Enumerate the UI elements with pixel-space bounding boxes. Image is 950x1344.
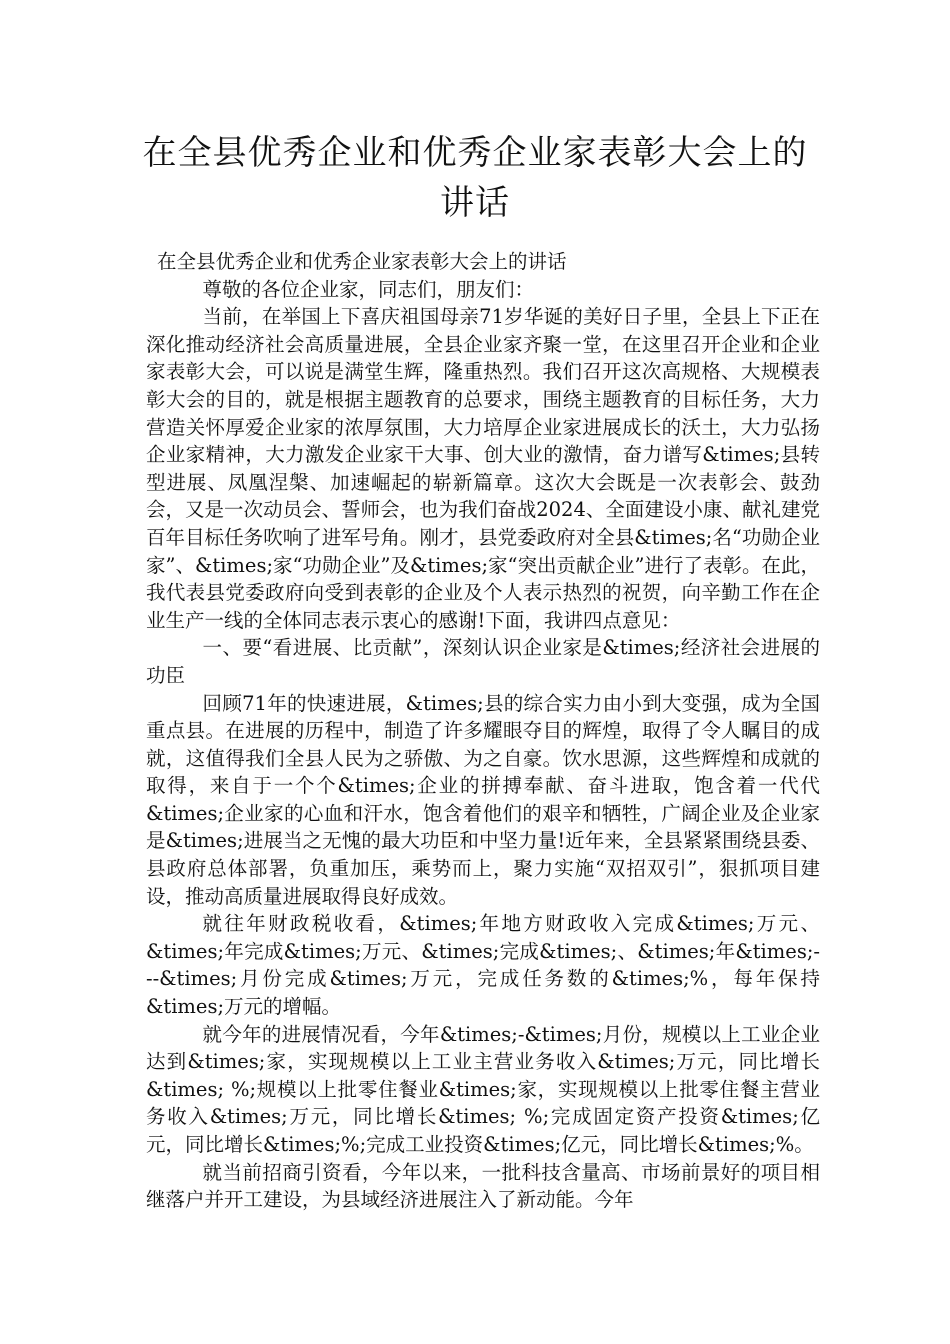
opening-paragraph: 当前，在举国上下喜庆祖国母亲71岁华诞的美好日子里，全县上下正在深化推动经济社会高质量进展，全县企业家齐聚一堂，在这里召开企业和企业家表彰大会，可以说是满堂生辉，隆重热烈。我们召开这次高规格、大规模表彰大会的目的，就是根据主题教育的总要求，围绕主题教育的目标任务，大力营造关怀厚爱企业家的浓厚氛围，大力培厚企业家进展成长的沃土，大力弘扬企业家精神，大力激发企业家干大事、创大业的激情，奋力谱写&times;县转型进展、凤凰涅槃、加速崛起的崭新篇章。这次大会既是一次表彰会、鼓劲会，又是一次动员会、誓师会，也为我们奋战2024、全面建设小康、献礼建党百年目标任务吹响了进军号角。刚才，县党委政府对全县&times;名“功勋企业家”、&times;家“功勋企业”及&times;家“突出贡献企业”进行了表彰。在此，我代表县党委政府向受到表彰的企业及个人表示热烈的祝贺，向辛勤工作在企业生产一线的全体同志表示衷心的感谢!下面，我讲四点意见： — [146, 305, 820, 632]
document-title: 在全县优秀企业和优秀企业家表彰大会上的讲话 — [142, 133, 808, 223]
document-body — [146, 248, 820, 1214]
document-subtitle: 在全县优秀企业和优秀企业家表彰大会上的讲话 — [157, 250, 567, 273]
salutation-paragraph: 尊敬的各位企业家，同志们，朋友们： — [202, 277, 535, 301]
fiscal-paragraph: 就往年财政税收看，&times;年地方财政收入完成&times;万元、&times;年完成&times;万元、&times;完成&times;、&times;年&times;---&times;月份完成&times;万元，完成任务数的&times;%，每年保持&times;万元的增幅。 — [146, 912, 820, 1019]
progress-paragraph: 就今年的进展情况看，今年&times;-&times;月份，规模以上工业企业达到&times;家，实现规模以上工业主营业务收入&times;万元，同比增长&times; %;规模以上批零住餐业&times;家，实现规模以上批零住餐主营业务收入&times;万元，同比增长&times; %;完成固定资产投资&times;亿元，同比增长&times;%;完成工业投资&times;亿元，同比增长&times;%。 — [146, 1022, 820, 1156]
review-paragraph: 回顾71年的快速进展，&times;县的综合实力由小到大变强，成为全国重点县。在进展的历程中，制造了许多耀眼夺目的辉煌，取得了令人瞩目的成就，这值得我们全县人民为之骄傲、为之自豪。饮水思源，这些辉煌和成就的取得，来自于一个个&times;企业的拼搏奉献、奋斗进取，饱含着一代代&times;企业家的心血和汗水，饱含着他们的艰辛和牺牲，广阔企业及企业家是&times;进展当之无愧的最大功臣和中坚力量!近年来，全县紧紧围绕县委、县政府总体部署，负重加压，乘势而上，聚力实施“双招双引”，狠抓项目建设，推动高质量进展取得良好成效。 — [146, 691, 820, 908]
investment-paragraph: 就当前招商引资看，今年以来，一批科技含量高、市场前景好的项目相继落户并开工建设，为县域经济进展注入了新动能。今年 — [146, 1160, 820, 1212]
section-heading: 一、要“看进展、比贡献”，深刻认识企业家是&times;经济社会进展的功臣 — [146, 636, 820, 687]
